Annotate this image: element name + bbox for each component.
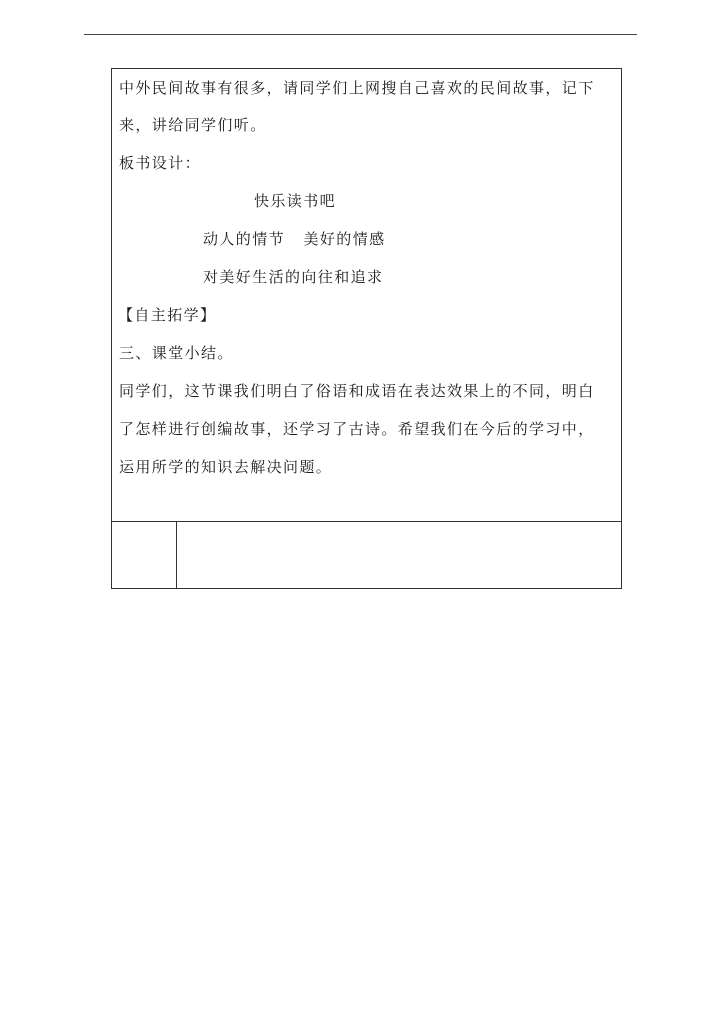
reflection-content-cell: [177, 522, 621, 588]
summary-line-1: 同学们，这节课我们明白了俗语和成语在表达效果上的不同，明白: [119, 382, 595, 400]
board-title: 快乐读书吧: [254, 192, 337, 210]
board-line-1: 动人的情节 美好的情感: [203, 230, 386, 248]
header-rule: [84, 34, 637, 35]
text-line-homework-1: 中外民间故事有很多，请同学们上网搜自己喜欢的民间故事，记下: [119, 79, 595, 97]
section-heading-self-study: 【自主拓学】: [118, 306, 217, 324]
summary-line-2: 了怎样进行创编故事，还学习了古诗。希望我们在今后的学习中，: [119, 420, 595, 438]
text-line-homework-2: 来，讲给同学们听。: [119, 116, 267, 134]
board-design-heading: 板书设计：: [119, 154, 202, 172]
reflection-label-cell: [112, 522, 177, 588]
section-heading-summary: 三、课堂小结。: [119, 344, 234, 362]
lesson-content-cell: [112, 69, 621, 522]
board-line-2: 对美好生活的向往和追求: [203, 268, 384, 286]
summary-line-3: 运用所学的知识去解决问题。: [119, 458, 333, 476]
lesson-table: [111, 68, 622, 589]
